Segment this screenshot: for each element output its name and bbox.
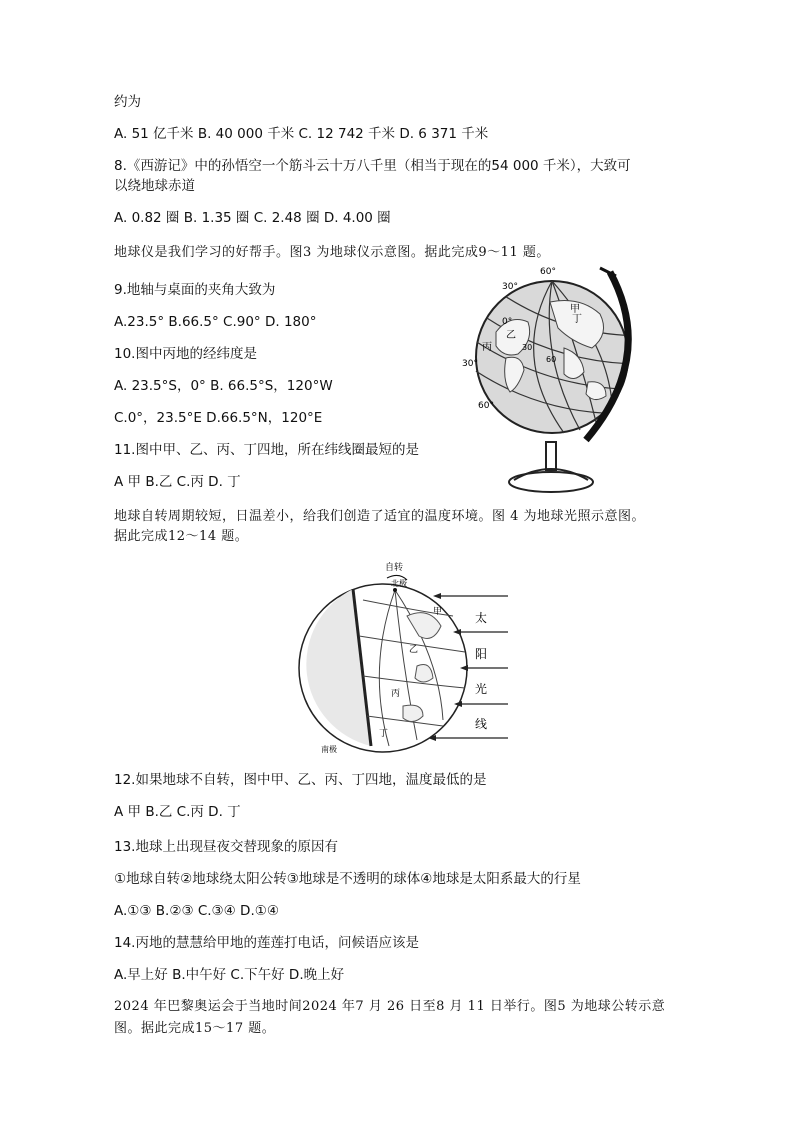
section-intro-globe: 地球仪是我们学习的好帮手。图3 为地球仪示意图。据此完成9～11 题。 <box>114 245 550 260</box>
lon-30-label: 30 <box>522 343 533 352</box>
sun-char-3: 光 <box>475 682 488 696</box>
south-pole-label: 南极 <box>321 745 337 754</box>
q9-stem: 9.地轴与桌面的夹角大致为 <box>114 282 276 298</box>
q13-stem: 13.地球上出现昼夜交替现象的原因有 <box>114 839 338 855</box>
section-intro-orbit: 2024 年巴黎奥运会于当地时间2024 年7 月 26 日至8 月 11 日举行。图5 为地球公转示意 <box>114 999 666 1014</box>
north-pole-label: 北极 <box>391 579 407 588</box>
marker-ding-light: 丁 <box>379 729 389 739</box>
marker-jia: 甲 <box>570 304 580 315</box>
lon-60-label: 60 <box>546 355 557 364</box>
q10-options-ab: A. 23.5°S，0° B. 66.5°S，120°W <box>114 378 333 394</box>
light-figure <box>283 556 513 756</box>
q10-stem: 10.图中丙地的经纬度是 <box>114 346 257 362</box>
q11-options: A 甲 B.乙 C.丙 D. 丁 <box>114 474 241 490</box>
marker-jia-light: 甲 <box>433 607 443 617</box>
section-intro-light: 地球自转周期较短，日温差小，给我们创造了适宜的温度环境。图 4 为地球光照示意图。 <box>114 509 646 524</box>
q11-stem: 11.图中甲、乙、丙、丁四地，所在纬线圈最短的是 <box>114 442 419 458</box>
lat-0-label: 0° <box>502 317 513 327</box>
globe-stand <box>509 442 593 492</box>
section-intro-orbit-cont: 图。据此完成15～17 题。 <box>114 1021 276 1036</box>
question-stem-tail: 约为 <box>114 94 141 110</box>
lat-30s-label: 30° <box>462 359 478 369</box>
marker-yi-light: 乙 <box>409 645 419 655</box>
lat-60s-label: 60° <box>478 401 494 411</box>
q14-stem: 14.丙地的慧慧给甲地的莲莲打电话，问候语应该是 <box>114 935 419 951</box>
q8-stem: 8.《西游记》中的孙悟空一个筋斗云十万八千里（相当于现在的54 000 千米），大致可 <box>114 158 631 174</box>
sun-char-4: 线 <box>475 717 488 731</box>
sun-char-1: 太 <box>475 611 488 625</box>
sun-char-2: 阳 <box>475 647 488 661</box>
rotation-label: 自转 <box>385 563 404 573</box>
q13-options: A.①③ B.②③ C.③④ D.①④ <box>114 903 279 919</box>
q8-stem-cont: 以绕地球赤道 <box>114 178 195 194</box>
q13-statements: ①地球自转②地球绕太阳公转③地球是不透明的球体④地球是太阳系最大的行星 <box>114 871 581 887</box>
section-intro-light-cont: 据此完成12～14 题。 <box>114 529 249 544</box>
lat-60n-label: 60° <box>540 267 556 277</box>
marker-ding: 丁 <box>572 314 582 325</box>
q7-options: A. 51 亿千米 B. 40 000 千米 C. 12 742 千米 D. 6 371 千米 <box>114 126 489 142</box>
q12-options: A 甲 B.乙 C.丙 D. 丁 <box>114 804 241 820</box>
lat-30n-label: 30° <box>502 282 518 292</box>
q9-options: A.23.5° B.66.5° C.90° D. 180° <box>114 314 317 330</box>
marker-bing: 丙 <box>482 342 492 353</box>
marker-yi: 乙 <box>506 330 516 341</box>
q8-options: A. 0.82 圈 B. 1.35 圈 C. 2.48 圈 D. 4.00 圈 <box>114 210 391 226</box>
q10-options-cd: C.0°，23.5°E D.66.5°N，120°E <box>114 410 323 426</box>
q14-options: A.早上好 B.中午好 C.下午好 D.晚上好 <box>114 967 345 983</box>
globe-figure <box>460 262 640 502</box>
marker-bing-light: 丙 <box>391 689 401 699</box>
q12-stem: 12.如果地球不自转，图中甲、乙、丙、丁四地，温度最低的是 <box>114 772 487 788</box>
